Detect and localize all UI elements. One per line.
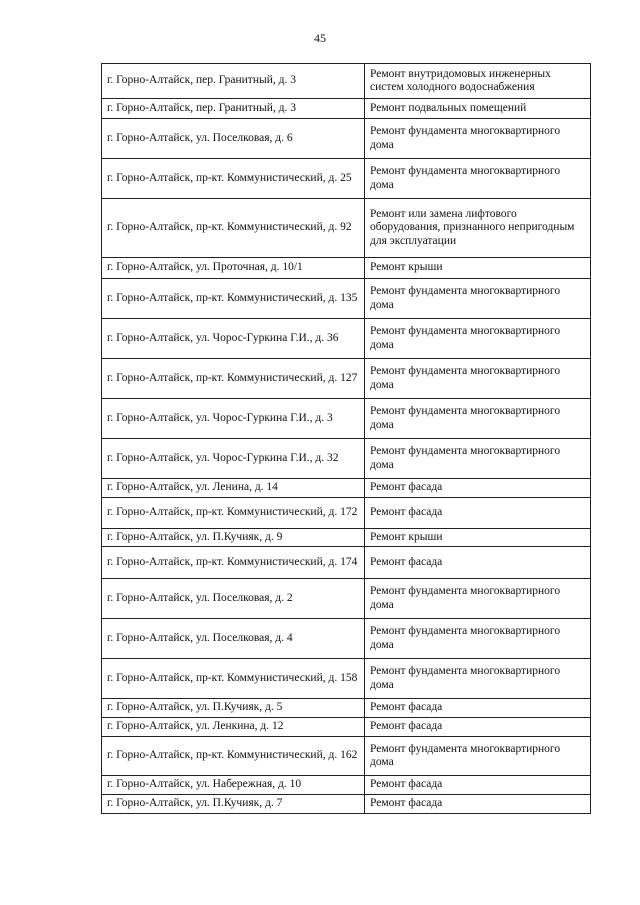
address-cell: г. Горно-Алтайск, ул. П.Кучияк, д. 7 (102, 795, 365, 814)
address-cell: г. Горно-Алтайск, ул. Поселковая, д. 2 (102, 579, 365, 619)
work-type-cell: Ремонт крыши (365, 529, 591, 547)
work-type-cell: Ремонт фундамента многоквартирного дома (365, 319, 591, 359)
address-cell: г. Горно-Алтайск, ул. Чорос-Гуркина Г.И., д. 3 (102, 399, 365, 439)
address-cell: г. Горно-Алтайск, ул. Чорос-Гуркина Г.И., д. 32 (102, 439, 365, 479)
address-cell: г. Горно-Алтайск, пер. Гранитный, д. 3 (102, 64, 365, 99)
work-type-cell: Ремонт фундамента многоквартирного дома (365, 399, 591, 439)
table-row (102, 119, 591, 159)
work-type-cell: Ремонт фасада (365, 718, 591, 737)
work-type-cell: Ремонт фундамента многоквартирного дома (365, 359, 591, 399)
work-type-cell: Ремонт фундамента многоквартирного дома (365, 119, 591, 159)
work-type-cell: Ремонт фундамента многоквартирного дома (365, 619, 591, 659)
work-type-cell: Ремонт фасада (365, 699, 591, 718)
table-row (102, 439, 591, 479)
address-cell: г. Горно-Алтайск, пр-кт. Коммунистический, д. 172 (102, 498, 365, 529)
work-type-cell: Ремонт фасада (365, 479, 591, 498)
table-row (102, 258, 591, 279)
address-cell: г. Горно-Алтайск, ул. П.Кучияк, д. 9 (102, 529, 365, 547)
work-type-cell: Ремонт фундамента многоквартирного дома (365, 737, 591, 776)
table-row (102, 279, 591, 319)
work-type-cell: Ремонт внутридомовых инженерных систем холодного водоснабжения (365, 64, 591, 99)
work-type-cell: Ремонт фундамента многоквартирного дома (365, 439, 591, 479)
table-row (102, 479, 591, 498)
table-row (102, 579, 591, 619)
work-type-cell: Ремонт фасада (365, 498, 591, 529)
table-row (102, 359, 591, 399)
table-row (102, 99, 591, 119)
address-cell: г. Горно-Алтайск, ул. П.Кучияк, д. 5 (102, 699, 365, 718)
address-cell: г. Горно-Алтайск, ул. Чорос-Гуркина Г.И., д. 36 (102, 319, 365, 359)
table-row (102, 319, 591, 359)
table-row (102, 159, 591, 199)
table-row (102, 399, 591, 439)
table-row (102, 659, 591, 699)
address-cell: г. Горно-Алтайск, пр-кт. Коммунистический, д. 162 (102, 737, 365, 776)
address-cell: г. Горно-Алтайск, ул. Набережная, д. 10 (102, 776, 365, 795)
work-type-cell: Ремонт крыши (365, 258, 591, 279)
address-cell: г. Горно-Алтайск, ул. Поселковая, д. 4 (102, 619, 365, 659)
table-row (102, 795, 591, 814)
work-type-cell: Ремонт фасада (365, 776, 591, 795)
table-row (102, 498, 591, 529)
address-cell: г. Горно-Алтайск, ул. Проточная, д. 10/1 (102, 258, 365, 279)
table-row (102, 547, 591, 579)
work-type-cell: Ремонт фасада (365, 795, 591, 814)
table-row (102, 776, 591, 795)
address-cell: г. Горно-Алтайск, ул. Поселковая, д. 6 (102, 119, 365, 159)
address-cell: г. Горно-Алтайск, пр-кт. Коммунистический, д. 25 (102, 159, 365, 199)
address-cell: г. Горно-Алтайск, ул. Ленкина, д. 12 (102, 718, 365, 737)
address-cell: г. Горно-Алтайск, пер. Гранитный, д. 3 (102, 99, 365, 119)
table-row (102, 199, 591, 258)
table-row (102, 64, 591, 99)
repair-works-table (101, 63, 591, 814)
address-cell: г. Горно-Алтайск, пр-кт. Коммунистический, д. 92 (102, 199, 365, 258)
address-cell: г. Горно-Алтайск, пр-кт. Коммунистический, д. 135 (102, 279, 365, 319)
address-cell: г. Горно-Алтайск, пр-кт. Коммунистический, д. 127 (102, 359, 365, 399)
work-type-cell: Ремонт или замена лифтового оборудования, признанного непригодным для эксплуатации (365, 199, 591, 258)
work-type-cell: Ремонт фасада (365, 547, 591, 579)
address-cell: г. Горно-Алтайск, пр-кт. Коммунистический, д. 174 (102, 547, 365, 579)
address-cell: г. Горно-Алтайск, ул. Ленина, д. 14 (102, 479, 365, 498)
table-row (102, 619, 591, 659)
table-row (102, 718, 591, 737)
table-row (102, 529, 591, 547)
table-row (102, 737, 591, 776)
address-cell: г. Горно-Алтайск, пр-кт. Коммунистический, д. 158 (102, 659, 365, 699)
work-type-cell: Ремонт фундамента многоквартирного дома (365, 279, 591, 319)
table-row (102, 699, 591, 718)
page-number: 45 (314, 31, 326, 45)
work-type-cell: Ремонт подвальных помещений (365, 99, 591, 119)
work-type-cell: Ремонт фундамента многоквартирного дома (365, 579, 591, 619)
work-type-cell: Ремонт фундамента многоквартирного дома (365, 159, 591, 199)
work-type-cell: Ремонт фундамента многоквартирного дома (365, 659, 591, 699)
